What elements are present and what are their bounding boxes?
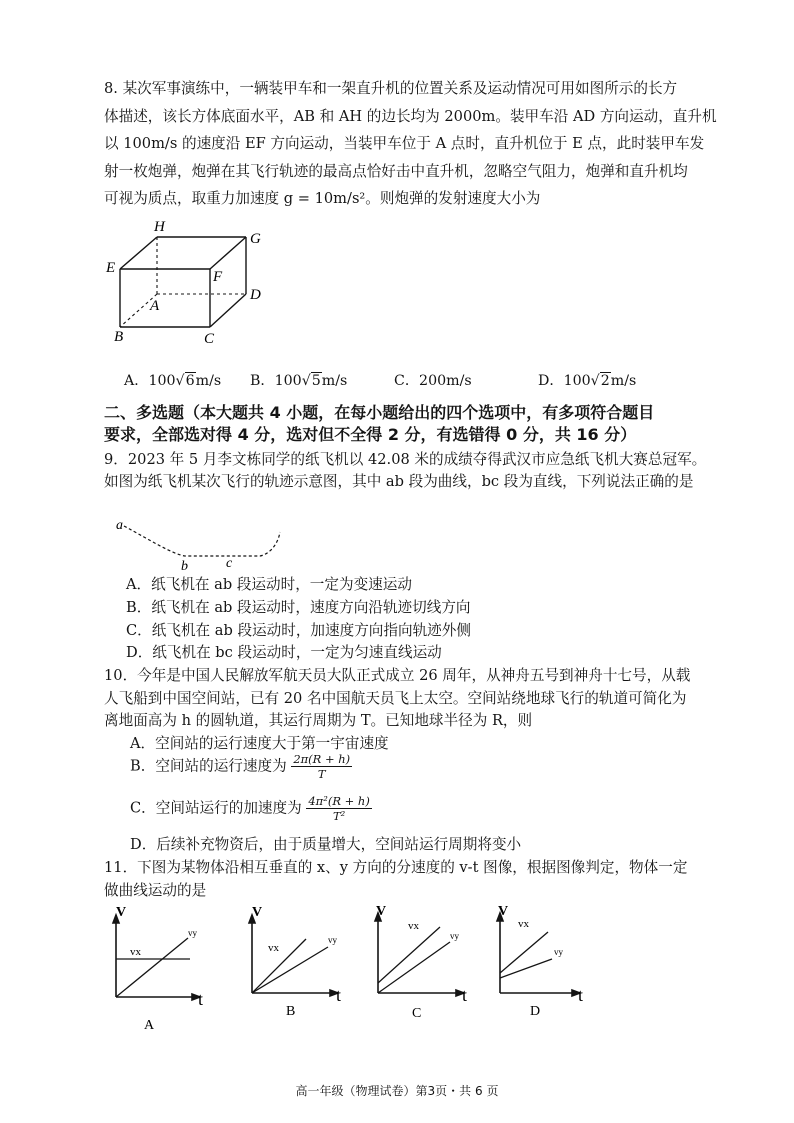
q8-option-b[interactable]: B．100√5m/s <box>250 373 348 389</box>
graph-b-vy-line <box>252 947 328 993</box>
q8-option-c-label: C． <box>394 373 420 389</box>
q10-option-b-prefix: B．空间站的运行速度为 <box>130 757 287 775</box>
graph-d-vx-line <box>500 932 548 973</box>
q8-option-b-coef: 100 <box>274 373 302 389</box>
q8-option-d-radicand: 2 <box>600 373 610 389</box>
q8-option-b-label: B． <box>250 373 275 389</box>
graph-b-vx-label: vx <box>268 942 279 954</box>
q10-line-2: 人飞船到中国空间站，已有 20 名中国航天员飞上太空。空间站绕地球飞行的轨道可简化为 <box>104 690 687 707</box>
graph-d-vy-label: vy <box>554 947 563 957</box>
graph-b-vx-line <box>252 939 306 993</box>
edge-cd <box>210 294 246 327</box>
graph-a-vy-line <box>116 938 188 997</box>
q9-option-c[interactable]: C．纸飞机在 ab 段运动时，加速度方向指向轨迹外侧 <box>126 622 471 639</box>
paper-plane-trajectory-figure <box>110 512 290 572</box>
q9-option-b[interactable]: B．纸飞机在 ab 段运动时，速度方向沿轨迹切线方向 <box>126 599 471 616</box>
graph-a-vx-label: vx <box>130 946 141 958</box>
cuboid-figure <box>100 215 280 350</box>
q10-option-b-numerator: 2π(R + h) <box>293 752 351 766</box>
graph-d-vx-label: vx <box>518 918 529 930</box>
graph-c-vy-label: vy <box>450 931 459 941</box>
q10-option-b-denominator: T <box>317 767 326 781</box>
q10-option-b[interactable] <box>130 752 352 781</box>
label-e: E <box>106 260 116 276</box>
graph-b-v-label: V <box>252 905 263 920</box>
label-g: G <box>250 231 261 247</box>
q8-option-d-coef: 100 <box>563 373 591 389</box>
q10-option-c-numerator: 4π²(R + h) <box>308 794 370 808</box>
q10-option-d[interactable]: D．后续补充物资后，由于质量增大，空间站运行周期将变小 <box>130 836 522 853</box>
question-8-text <box>104 75 717 213</box>
q8-line-4: 射一枚炮弹，炮弹在其飞行轨迹的最高点恰好击中直升机，忽略空气阻力，炮弹和直升机均 <box>104 162 688 180</box>
q8-line-2: 体描述，该长方体底面水平，AB 和 AH 的边长均为 2000m。装甲车沿 AD 方向运动，直升机 <box>104 107 717 125</box>
label-h: H <box>154 219 165 235</box>
q9-line-2: 如图为纸飞机某次飞行的轨迹示意图，其中 ab 段为曲线，bc 段为直线，下列说法正确的是 <box>104 473 694 490</box>
q11-graph-c[interactable] <box>370 905 480 1035</box>
q8-option-d-unit: m/s <box>610 373 637 389</box>
section-2-heading-line-1: 二、多选题（本大题共 4 小题，在每小题给出的四个选项中，有多项符合题目 <box>104 403 655 422</box>
label-c: C <box>204 331 215 347</box>
graph-d-v-label: V <box>498 905 509 919</box>
q8-option-a-radicand: 6 <box>185 373 195 389</box>
graph-d-t-label: t <box>578 985 584 1005</box>
graph-c-letter: C <box>412 1006 422 1021</box>
graph-b-letter: B <box>286 1004 296 1019</box>
graph-b-vy-label: vy <box>328 935 337 945</box>
graph-c-t-label: t <box>462 985 468 1005</box>
q8-option-d-label: D． <box>538 373 564 389</box>
graph-a-letter: A <box>144 1018 155 1033</box>
page-footer: 高一年级（物理试卷）第3页・共 6 页 <box>295 1084 499 1098</box>
q9-option-d[interactable]: D．纸飞机在 bc 段运动时，一定为匀速直线运动 <box>126 644 442 661</box>
q9-option-a[interactable]: A．纸飞机在 ab 段运动时，一定为变速运动 <box>126 576 412 593</box>
q10-option-b-fraction <box>291 752 352 781</box>
q11-line-2: 做曲线运动的是 <box>104 882 207 899</box>
q10-option-c-prefix: C．空间站运行的加速度为 <box>130 799 302 817</box>
q10-option-c-fraction <box>306 794 371 823</box>
graph-b-t-label: t <box>336 985 342 1005</box>
trajectory-path <box>124 526 280 556</box>
q8-line-3: 以 100m/s 的速度沿 EF 方向运动，当装甲车位于 A 点时，直升机位于 E 点，此时装甲车发 <box>104 135 705 152</box>
q11-graph-d[interactable] <box>492 905 602 1035</box>
label-d: D <box>250 287 261 303</box>
q8-option-c[interactable] <box>394 370 472 390</box>
q10-line-1: 10．今年是中国人民解放军航天员大队正式成立 26 周年，从神舟五号到神舟十七号，从载 <box>104 667 691 684</box>
q8-option-d[interactable]: D．100√2m/s <box>538 373 637 389</box>
q8-option-b-unit: m/s <box>321 373 348 389</box>
q9-line-1: 9．2023 年 5 月李文栋同学的纸飞机以 42.08 米的成绩夺得武汉市应急纸飞机大赛总冠军。 <box>104 451 707 468</box>
q8-option-a[interactable]: A．100√6m/s <box>124 373 222 389</box>
edge-fg <box>210 237 246 269</box>
graph-a-v-label: V <box>116 905 127 920</box>
q10-option-c[interactable] <box>130 794 372 823</box>
q10-option-a[interactable]: A．空间站的运行速度大于第一宇宙速度 <box>130 735 389 752</box>
trajectory-point-c: c <box>226 556 233 571</box>
q8-option-b-radicand: 5 <box>311 373 321 389</box>
label-a: A <box>150 298 160 314</box>
q10-option-c-denominator: T² <box>332 809 346 823</box>
trajectory-point-b: b <box>181 559 188 572</box>
q8-option-a-coef: 100 <box>148 373 176 389</box>
graph-c-vx-label: vx <box>408 920 419 932</box>
graph-a-vy-label: vy <box>188 928 197 938</box>
graph-d-vy-line <box>500 959 552 978</box>
q8-option-a-unit: m/s <box>195 373 222 389</box>
graph-a-t-label: t <box>198 989 204 1009</box>
q8-line-5: 可视为质点，取重力加速度 g = 10m/s²。则炮弹的发射速度大小为 <box>104 190 541 207</box>
trajectory-point-a: a <box>116 518 123 533</box>
graph-c-v-label: V <box>376 905 387 919</box>
label-f: F <box>213 269 223 285</box>
q11-graph-b[interactable] <box>244 905 354 1035</box>
q11-graph-a[interactable] <box>108 905 218 1035</box>
graph-d-letter: D <box>530 1004 541 1019</box>
label-b: B <box>114 329 124 345</box>
edge-eh <box>120 237 157 269</box>
q10-line-3: 离地面高为 h 的圆轨道，其运行周期为 T。已知地球半径为 R，则 <box>104 712 533 729</box>
q8-line-1: 8. 某次军事演练中，一辆装甲车和一架直升机的位置关系及运动情况可用如图所示的长方 <box>104 80 678 97</box>
q11-line-1: 11．下图为某物体沿相互垂直的 x、y 方向的分速度的 v-t 图像，根据图像判定，物体一定 <box>104 859 688 876</box>
section-2-heading-line-2: 要求，全部选对得 4 分，选对但不全得 2 分，有选错得 0 分，共 16 分） <box>104 425 637 444</box>
q8-option-c-value: 200m/s <box>419 373 472 389</box>
q8-option-a-label: A． <box>124 373 149 389</box>
